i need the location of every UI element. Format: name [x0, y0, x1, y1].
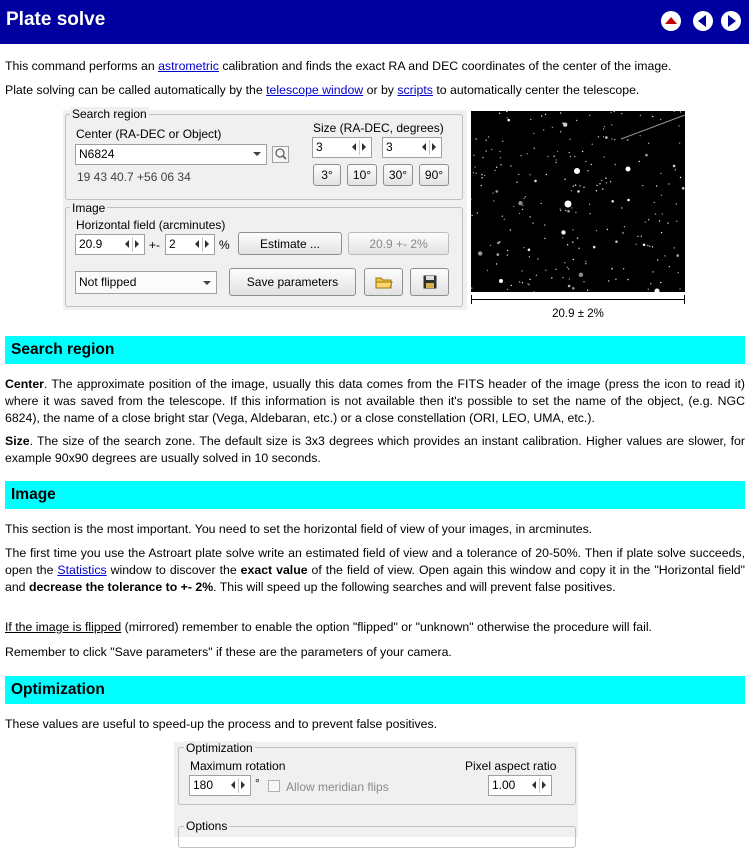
star — [519, 213, 520, 214]
star — [648, 219, 649, 220]
star — [654, 202, 655, 203]
star — [478, 251, 482, 255]
folder-icon — [375, 275, 393, 289]
save-parameters-button[interactable]: Save parameters — [229, 268, 356, 296]
star — [667, 222, 668, 223]
star — [485, 140, 486, 141]
star — [679, 143, 680, 144]
star — [521, 270, 522, 271]
star — [592, 144, 593, 145]
star — [660, 173, 661, 174]
star — [593, 246, 596, 249]
center-combo[interactable] — [75, 144, 267, 165]
star — [481, 174, 482, 175]
star — [583, 187, 584, 188]
star — [622, 232, 623, 233]
star — [541, 203, 542, 204]
star — [605, 136, 608, 139]
star — [510, 165, 511, 166]
star — [511, 285, 512, 286]
bright-star — [655, 289, 660, 293]
star — [579, 185, 580, 186]
star — [521, 155, 522, 156]
flip-value: Not flipped — [79, 275, 137, 289]
star — [556, 159, 557, 160]
bright-star — [574, 168, 580, 174]
star — [551, 277, 552, 278]
star — [577, 190, 580, 193]
star — [567, 267, 568, 268]
star — [543, 129, 544, 130]
options-group-label: Options — [186, 819, 228, 833]
section-heading-search-region: Search region — [5, 336, 745, 364]
star — [507, 119, 510, 122]
star — [604, 126, 605, 127]
star — [523, 247, 524, 248]
horizontal-field-label: Horizontal field (arcminutes) — [76, 218, 226, 232]
star — [661, 195, 662, 196]
bright-star — [499, 279, 503, 283]
star — [513, 206, 514, 207]
star — [491, 149, 492, 150]
star — [652, 271, 653, 272]
star — [570, 156, 571, 157]
star — [561, 230, 565, 234]
bright-star — [565, 201, 572, 208]
star — [678, 125, 679, 126]
star — [656, 185, 657, 186]
star — [602, 188, 603, 189]
image-paragraph-1: This section is the most important. You need to set the horizontal field of view of your images, in arcminutes. — [5, 522, 593, 536]
star — [522, 282, 523, 283]
star — [560, 131, 561, 132]
star-field-image — [471, 111, 685, 292]
star — [496, 190, 499, 193]
star — [649, 246, 650, 247]
max-rotation-label: Maximum rotation — [190, 759, 286, 773]
star — [529, 279, 530, 280]
star — [507, 289, 508, 290]
chevron-down-icon — [253, 152, 261, 156]
star — [471, 215, 472, 216]
star — [518, 174, 519, 175]
star — [482, 157, 483, 158]
star — [518, 201, 522, 205]
star — [673, 165, 676, 168]
section-heading-image: Image — [5, 481, 745, 509]
star — [660, 119, 661, 120]
max-rotation-spinner[interactable]: 180 — [189, 775, 251, 796]
star — [476, 173, 477, 174]
star — [648, 143, 649, 144]
star — [589, 204, 590, 205]
star — [473, 155, 474, 156]
star — [553, 156, 554, 157]
star — [572, 229, 573, 230]
nav-up-icon[interactable] — [661, 11, 681, 31]
star — [648, 289, 649, 290]
star — [564, 262, 565, 263]
star — [682, 187, 685, 190]
star — [488, 136, 489, 137]
tolerance-spinner[interactable]: 2 — [165, 234, 215, 255]
star — [680, 111, 681, 112]
page-title: Plate solve — [6, 9, 106, 30]
star — [657, 259, 658, 260]
star — [679, 288, 680, 289]
star — [660, 282, 661, 283]
star — [530, 119, 531, 120]
tolerance-separator: +- — [149, 238, 161, 252]
star — [525, 196, 526, 197]
star — [655, 213, 656, 214]
star — [643, 244, 646, 247]
star — [574, 156, 575, 157]
save-disk-button[interactable] — [410, 268, 449, 296]
star — [562, 237, 563, 238]
star — [652, 116, 653, 117]
star — [662, 213, 663, 214]
star — [499, 241, 500, 242]
star — [477, 212, 478, 213]
scale-bar-left-tick — [471, 295, 472, 304]
star — [532, 222, 533, 223]
star — [555, 162, 556, 163]
star — [603, 128, 604, 129]
star — [598, 136, 599, 137]
star — [604, 156, 605, 157]
star — [572, 242, 573, 243]
star — [529, 174, 530, 175]
open-folder-button[interactable] — [364, 268, 403, 296]
star — [504, 219, 505, 220]
star — [571, 190, 572, 191]
star — [576, 120, 577, 121]
chevron-down-icon — [203, 281, 211, 285]
star — [481, 185, 482, 186]
star — [519, 281, 520, 282]
star — [589, 115, 590, 116]
star — [611, 269, 612, 270]
star — [487, 270, 488, 271]
star — [555, 269, 556, 270]
star — [569, 278, 570, 279]
star — [527, 153, 528, 154]
star — [614, 111, 615, 112]
magnifier-icon — [273, 147, 288, 162]
star — [642, 185, 643, 186]
star — [522, 209, 523, 210]
tolerance-unit: % — [219, 238, 230, 252]
star — [577, 238, 578, 239]
star — [484, 175, 485, 176]
star — [510, 229, 511, 230]
star — [471, 287, 472, 288]
star — [678, 272, 679, 273]
star — [533, 291, 534, 292]
meridian-flips-checkbox[interactable] — [268, 780, 280, 792]
star — [623, 268, 624, 269]
star — [497, 253, 500, 256]
star — [615, 164, 616, 165]
star — [499, 151, 500, 152]
star — [486, 150, 487, 151]
star — [560, 112, 561, 113]
star — [575, 185, 576, 186]
star — [560, 208, 561, 209]
star — [615, 240, 618, 243]
star — [490, 245, 491, 246]
star — [599, 183, 600, 184]
star — [611, 124, 612, 125]
star — [557, 151, 558, 152]
star — [645, 222, 646, 223]
pixel-aspect-label: Pixel aspect ratio — [465, 759, 557, 773]
image-paragraph-3: If the image is flipped (mirrored) remember to enable the option "flipped" or "unknown" otherwise the procedure will fail. — [5, 620, 652, 634]
star — [502, 141, 503, 142]
star — [607, 229, 608, 230]
star — [661, 232, 662, 233]
star — [621, 113, 622, 114]
star — [676, 254, 679, 257]
star — [568, 268, 569, 269]
star — [611, 138, 612, 139]
star — [647, 245, 648, 246]
star — [627, 139, 628, 140]
size-description: Size. The size of the search zone. The default size is 3x3 degrees which provides an instant calibration. Higher values are slower, for example 90x90 degrees are usually solved in 10 seconds. — [5, 434, 745, 465]
star — [587, 170, 588, 171]
star — [624, 226, 625, 227]
star — [568, 285, 571, 288]
star — [585, 263, 586, 264]
optimization-paragraph-1: These values are useful to speed-up the process and to prevent false positives. — [5, 717, 438, 731]
result-button[interactable]: 20.9 +- 2% — [348, 232, 449, 255]
horizontal-field-spinner[interactable]: 20.9 — [75, 234, 145, 255]
star — [650, 283, 651, 284]
star — [587, 290, 588, 291]
star — [522, 205, 523, 206]
star — [601, 180, 602, 181]
scale-bar-right-tick — [684, 295, 685, 304]
star — [664, 255, 665, 256]
star — [533, 133, 534, 134]
star — [506, 117, 507, 118]
star — [582, 151, 583, 152]
star — [500, 157, 501, 158]
star — [573, 185, 574, 186]
star — [674, 247, 675, 248]
star — [606, 182, 607, 183]
star — [596, 185, 597, 186]
scale-bar — [471, 299, 685, 300]
star — [571, 207, 572, 208]
star — [615, 279, 616, 280]
degree-symbol: ° — [255, 776, 260, 790]
read-fits-header-button[interactable] — [272, 146, 289, 163]
size-dec-spinner[interactable]: 3 — [382, 137, 442, 158]
nav-back-icon[interactable] — [693, 11, 713, 31]
optimization-group-label: Optimization — [186, 741, 253, 755]
star — [585, 161, 586, 162]
star — [507, 254, 508, 255]
star — [674, 111, 675, 112]
star — [494, 170, 495, 171]
star — [675, 169, 676, 170]
star — [611, 200, 614, 203]
options-group — [178, 826, 576, 848]
star — [499, 113, 500, 114]
star — [474, 166, 475, 167]
star — [645, 154, 648, 157]
star — [545, 270, 546, 271]
star — [614, 139, 615, 140]
star — [529, 284, 530, 285]
star — [541, 115, 542, 116]
scripts-link[interactable]: scripts — [397, 83, 433, 97]
star — [529, 256, 530, 257]
star — [585, 261, 586, 262]
flip-combo[interactable] — [75, 271, 217, 294]
star — [605, 177, 606, 178]
star — [507, 250, 508, 251]
star — [534, 180, 537, 183]
star — [496, 167, 497, 168]
star — [575, 212, 576, 213]
intro-line-1: This command performs an astrometric calibration and finds the exact RA and DEC coordinates of the center of the image. — [5, 59, 672, 73]
star — [547, 156, 548, 157]
star — [659, 220, 660, 221]
star — [544, 224, 545, 225]
star — [636, 244, 637, 245]
star — [567, 244, 568, 245]
star-field-preview — [471, 111, 685, 292]
star — [676, 203, 677, 204]
preset-30-button[interactable]: 30° — [383, 164, 413, 186]
star — [567, 210, 570, 213]
star — [569, 152, 570, 153]
star — [562, 277, 563, 278]
meridian-flips-label: Allow meridian flips — [286, 780, 389, 794]
star — [546, 174, 547, 175]
satellite-trail — [621, 115, 685, 139]
star — [621, 207, 622, 208]
star — [608, 280, 609, 281]
star — [668, 183, 669, 184]
star — [476, 138, 477, 139]
star — [639, 161, 640, 162]
pixel-aspect-spinner[interactable]: 1.00 — [488, 775, 552, 796]
star — [583, 281, 584, 282]
star — [680, 177, 681, 178]
star — [537, 258, 538, 259]
star — [516, 182, 517, 183]
star — [544, 238, 545, 239]
star — [627, 199, 630, 202]
star — [545, 114, 546, 115]
star — [529, 216, 530, 217]
size-ra-spinner[interactable]: 3 — [312, 137, 372, 158]
star — [536, 275, 537, 276]
star — [560, 210, 561, 211]
star — [641, 236, 642, 237]
star — [564, 179, 565, 180]
star — [562, 123, 563, 124]
image-group-label: Image — [72, 201, 106, 215]
search-region-group-label: Search region — [72, 107, 147, 121]
image-paragraph-2: The first time you use the Astroart plate solve write an estimated field of view and a tolerance of 20-50%. Then if plate solve succeeds, open the Statistics window to discover the exact value of the field of view. Open again this window and copy it in the "Horizontal field" and decrease the tolerance to +- 2%. This will speed up the following searches and will prevent false positives. — [5, 546, 746, 594]
star — [534, 148, 535, 149]
center-value: N6824 — [79, 147, 115, 161]
star — [573, 259, 574, 260]
star — [591, 164, 592, 165]
star — [492, 192, 493, 193]
center-coordinates: 19 43 40.7 +56 06 34 — [77, 170, 191, 184]
star — [500, 164, 501, 165]
star — [640, 135, 641, 136]
center-label: Center (RA-DEC or Object) — [76, 127, 222, 141]
section-heading-optimization: Optimization — [5, 676, 745, 704]
star — [569, 139, 570, 140]
preset-90-button[interactable]: 90° — [419, 164, 449, 186]
floppy-disk-icon — [423, 275, 437, 289]
star — [637, 236, 638, 237]
star — [578, 248, 579, 249]
star — [596, 230, 597, 231]
intro-line-2: Plate solving can be called automatically by the telescope window or by scripts to automatically center the telescope. — [5, 83, 640, 97]
star — [669, 266, 670, 267]
star — [596, 190, 597, 191]
title-bar — [0, 0, 749, 44]
astrometric-link[interactable]: astrometric — [158, 59, 219, 73]
star — [610, 181, 611, 182]
star — [523, 198, 524, 199]
star — [589, 213, 590, 214]
statistics-link[interactable]: Statistics — [57, 563, 107, 577]
star — [579, 273, 583, 277]
star — [652, 246, 653, 247]
estimate-button[interactable]: Estimate ... — [238, 232, 342, 255]
star — [572, 287, 575, 290]
star — [481, 177, 482, 178]
telescope-window-link[interactable]: telescope window — [266, 83, 364, 97]
star — [676, 221, 677, 222]
star — [528, 249, 531, 252]
star — [493, 200, 494, 201]
image-paragraph-4: Remember to click "Save parameters" if these are the parameters of your camera. — [5, 645, 452, 659]
nav-forward-icon[interactable] — [721, 11, 741, 31]
star — [473, 172, 474, 173]
preset-3-button[interactable]: 3° — [313, 164, 341, 186]
star — [640, 115, 641, 116]
star — [627, 279, 628, 280]
scale-caption: 20.9 ± 2% — [552, 308, 604, 320]
star — [603, 136, 604, 137]
star — [565, 210, 566, 211]
star — [610, 112, 611, 113]
star — [496, 263, 497, 264]
star — [506, 111, 507, 112]
star — [552, 127, 553, 128]
size-label: Size (RA-DEC, degrees) — [313, 121, 444, 135]
preset-10-button[interactable]: 10° — [347, 164, 377, 186]
center-description: Center. The approximate position of the image, usually this data comes from the FITS header of the image (press the icon to read it) where it was saved from the telescope. If this information is not available then it's possible to set the name of the object, (e.g. NGC 6824), the name of a close bright star (Vega, Aldebaran, etc.) or a close constellation (ORI, LEO, UMA, etc.). — [5, 377, 745, 425]
star — [471, 199, 472, 200]
star — [502, 216, 503, 217]
bright-star — [626, 167, 631, 172]
